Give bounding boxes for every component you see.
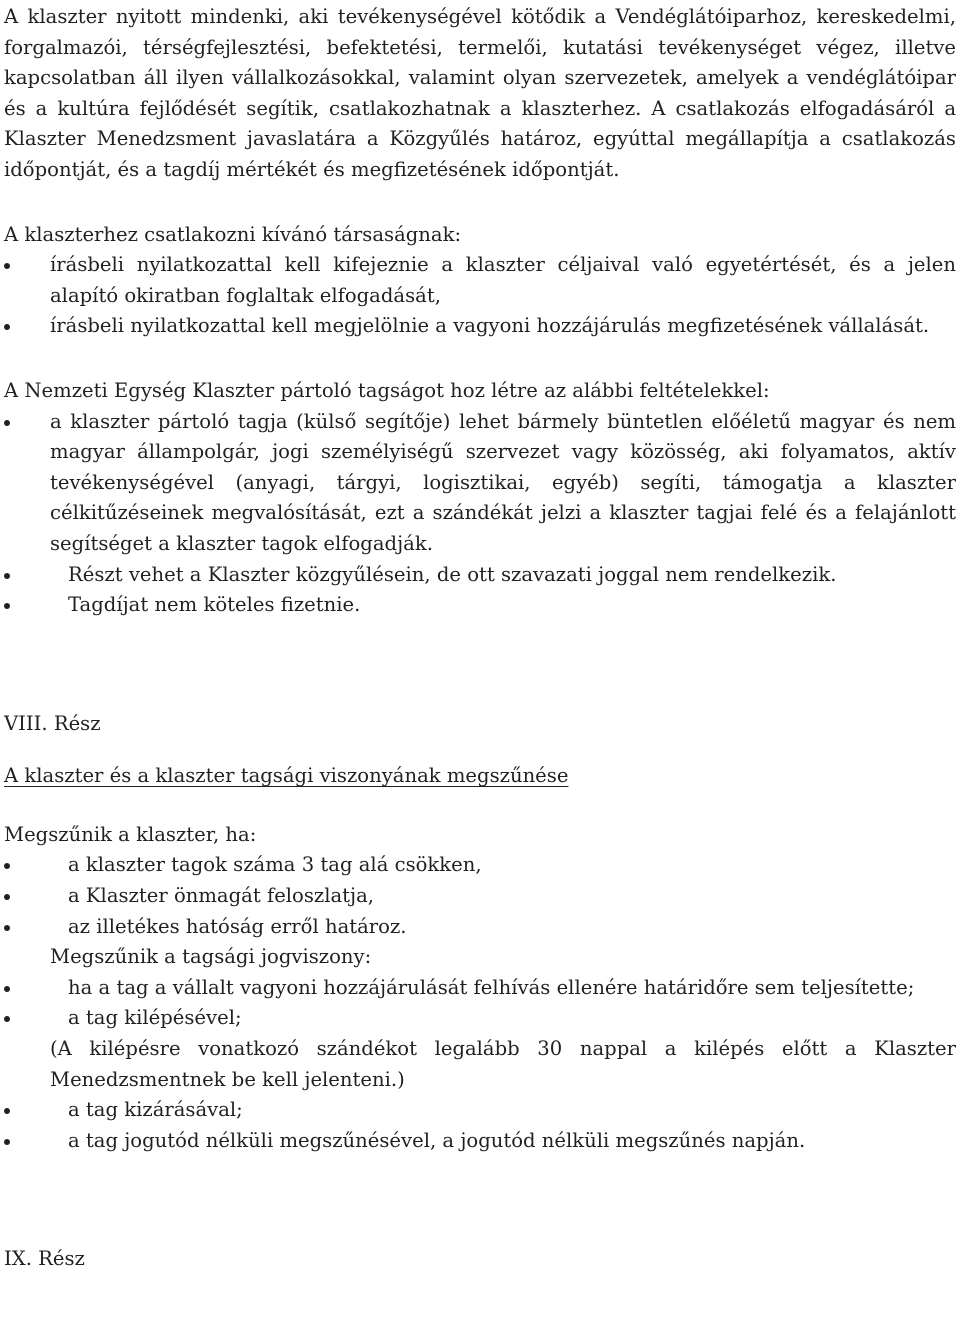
list-item-text: a tag kilépésével; bbox=[68, 1006, 242, 1030]
list-item bbox=[4, 311, 956, 342]
bullet-icon bbox=[4, 1016, 10, 1022]
list-item-text: Tagdíjat nem köteles fizetnie. bbox=[68, 593, 361, 617]
list-item bbox=[4, 1003, 956, 1034]
list-item-text: ha a tag a vállalt vagyoni hozzájárulását felhívás ellenére határidőre sem teljesítette; bbox=[68, 975, 915, 999]
bullet-icon bbox=[4, 573, 10, 579]
list-item bbox=[4, 850, 956, 881]
join-requirements-list bbox=[4, 250, 956, 342]
list-item-text: írásbeli nyilatkozattal kell megjelölnie a vagyoni hozzájárulás megfizetésének vállalását. bbox=[50, 314, 930, 338]
section-viii-title: A klaszter és a klaszter tagsági viszonyának megszűnése bbox=[4, 764, 569, 788]
document-page bbox=[4, 0, 956, 1275]
bullet-icon bbox=[4, 1139, 10, 1145]
list-item bbox=[4, 1095, 956, 1126]
intro-paragraph: A klaszter nyitott mindenki, aki tevékenységével kötődik a Vendéglátóiparhoz, kereskedelmi, forgalmazói, térségfejlesztési, befektetési, termelői, kutatási tevékenységet végez, illetve kapcsolatban áll ilyen vállalkozásokkal, valamint olyan szervezetek, amelyek a vendéglátóipar és a kultúra fejlődését segítik, csatlakozhatnak a klaszterhez. A csatlakozás elfogadásáról a Klaszter Menedzsment javaslatára a Közgyűlés határoz, egyúttal megállapítja a csatlakozás időpontját, és a tagdíj mértékét és megfizetésének időpontját. bbox=[4, 5, 956, 181]
list-item bbox=[4, 407, 956, 560]
membership-termination-list bbox=[4, 973, 956, 1034]
bullet-icon bbox=[4, 324, 10, 330]
list-item-text: írásbeli nyilatkozattal kell kifejeznie a klaszter céljaival való egyetértését, és a jelen alapító okiratban foglaltak elfogadását, bbox=[50, 253, 956, 307]
supporting-membership-lead: A Nemzeti Egység Klaszter pártoló tagságot hoz létre az alábbi feltételekkel: bbox=[4, 378, 770, 402]
bullet-icon bbox=[4, 263, 10, 269]
bullet-icon bbox=[4, 925, 10, 931]
list-item-text: a Klaszter önmagát feloszlatja, bbox=[68, 884, 375, 908]
section-viii-heading: VIII. Rész bbox=[4, 711, 101, 735]
withdrawal-note: (A kilépésre vonatkozó szándékot legalább 30 nappal a kilépés előtt a Klaszter Menedzsmentnek be kell jelenteni.) bbox=[50, 1037, 956, 1091]
membership-termination-list-continued bbox=[4, 1095, 956, 1156]
dissolution-lead: Megszűnik a klaszter, ha: bbox=[4, 822, 257, 846]
list-item-text: Részt vehet a Klaszter közgyűlésein, de ott szavazati joggal nem rendelkezik. bbox=[68, 562, 837, 586]
dissolution-list bbox=[4, 850, 956, 942]
list-item bbox=[4, 973, 956, 1004]
list-item bbox=[4, 590, 956, 621]
list-item-text: az illetékes hatóság erről határoz. bbox=[68, 914, 407, 938]
list-item-text: a klaszter pártoló tagja (külső segítője) lehet bármely büntetlen előéletű magyar és nem magyar állampolgár, jogi személyiségű szervezet vagy közösség, aki folyamatos, aktív tevékenységével (anyagi, tárgyi, logisztikai, egyéb) segíti, támogatja a klaszter célkitűzéseinek megvalósítását, ezt a szándékát jelzi a klaszter tagjai felé és a felajánlott segítséget a klaszter tagok elfogadják. bbox=[50, 409, 956, 555]
list-item-text: a tag kizárásával; bbox=[68, 1098, 243, 1122]
list-item-text: a klaszter tagok száma 3 tag alá csökken, bbox=[68, 853, 482, 877]
bullet-icon bbox=[4, 603, 10, 609]
bullet-icon bbox=[4, 1108, 10, 1114]
list-item bbox=[4, 560, 956, 591]
list-item bbox=[4, 1126, 956, 1157]
bullet-icon bbox=[4, 863, 10, 869]
bullet-icon bbox=[4, 420, 10, 426]
section-ix-heading: IX. Rész bbox=[4, 1247, 85, 1271]
join-lead: A klaszterhez csatlakozni kívánó társaságnak: bbox=[4, 222, 462, 246]
list-item bbox=[4, 881, 956, 912]
bullet-icon bbox=[4, 894, 10, 900]
membership-termination-lead: Megszűnik a tagsági jogviszony: bbox=[50, 945, 372, 969]
list-item bbox=[4, 912, 956, 943]
supporting-membership-list bbox=[4, 407, 956, 621]
list-item-text: a tag jogutód nélküli megszűnésével, a jogutód nélküli megszűnés napján. bbox=[68, 1128, 806, 1152]
list-item bbox=[4, 250, 956, 311]
bullet-icon bbox=[4, 986, 10, 992]
